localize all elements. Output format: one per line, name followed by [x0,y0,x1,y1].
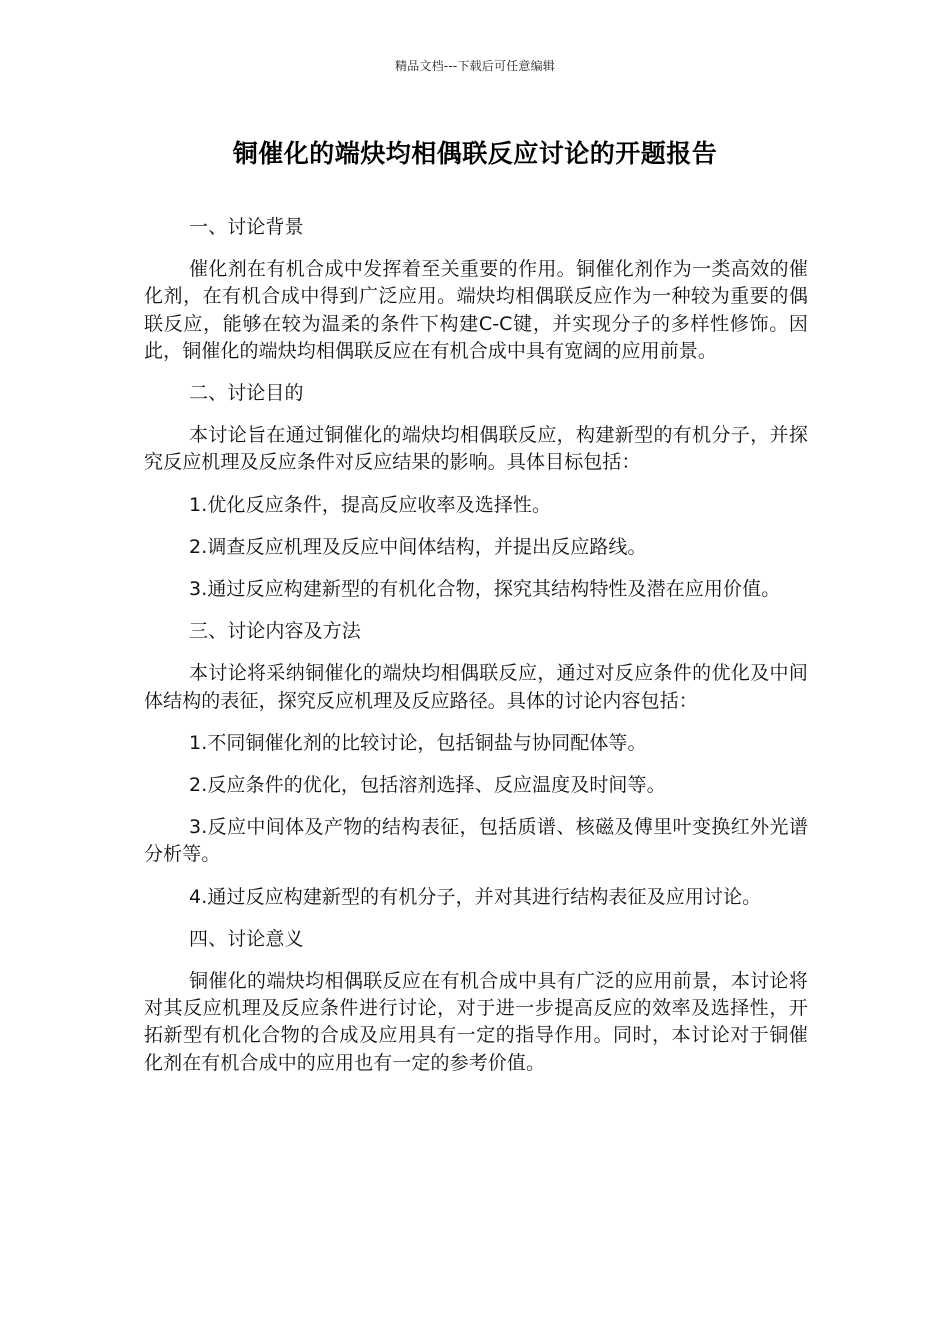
list-item-methods-2: 2.反应条件的优化，包括溶剂选择、反应温度及时间等。 [189,774,666,797]
paragraph-methods: 本讨论将采纳铜催化的端炔均相偶联反应，通过对反应条件的优化及中间体结构的表征，探究反应机理及反应路径。具体的讨论内容包括： [144,662,808,712]
document-title: 铜催化的端炔均相偶联反应讨论的开题报告 [232,139,718,168]
paragraph-significance: 铜催化的端炔均相偶联反应在有机合成中具有广泛的应用前景，本讨论将对其反应机理及反应条件进行讨论，对于进一步提高反应的效率及选择性，开拓新型有机化合物的合成及应用具有一定的指导作用。同时，本讨论对于铜催化剂在有机合成中的应用也有一定的参考价值。 [144,970,808,1074]
list-item-methods-3: 3.反应中间体及产物的结构表征，包括质谱、核磁及傅里叶变换红外光谱分析等。 [144,816,808,866]
list-item-purpose-1: 1.优化反应条件，提高反应收率及选择性。 [189,493,552,516]
paragraph-background: 催化剂在有机合成中发挥着至关重要的作用。铜催化剂作为一类高效的催化剂，在有机合成中得到广泛应用。端炔均相偶联反应作为一种较为重要的偶联反应，能够在较为温柔的条件下构建C-C键，并实现分子的多样性修饰。因此，铜催化的端炔均相偶联反应在有机合成中具有宽阔的应用前景。 [144,258,808,362]
document-body [144,214,808,1092]
list-item-purpose-2: 2.调查反应机理及反应中间体结构，并提出反应路线。 [189,535,647,558]
list-item-methods-4: 4.通过反应构建新型的有机分子，并对其进行结构表征及应用讨论。 [189,885,762,908]
list-item-methods-1: 1.不同铜催化剂的比较讨论，包括铜盐与协同配体等。 [189,731,647,754]
list-item-purpose-3: 3.通过反应构建新型的有机化合物，探究其结构特性及潜在应用价值。 [189,578,781,601]
section-heading-purpose: 二、讨论目的 [189,382,304,405]
header-note: 精品文档---下载后可任意编辑 [395,59,555,73]
paragraph-purpose: 本讨论旨在通过铜催化的端炔均相偶联反应，构建新型的有机分子，并探究反应机理及反应条件对反应结果的影响。具体目标包括： [144,424,808,474]
section-heading-significance: 四、讨论意义 [189,927,304,950]
section-heading-methods: 三、讨论内容及方法 [189,620,361,643]
section-heading-background: 一、讨论背景 [189,216,304,238]
